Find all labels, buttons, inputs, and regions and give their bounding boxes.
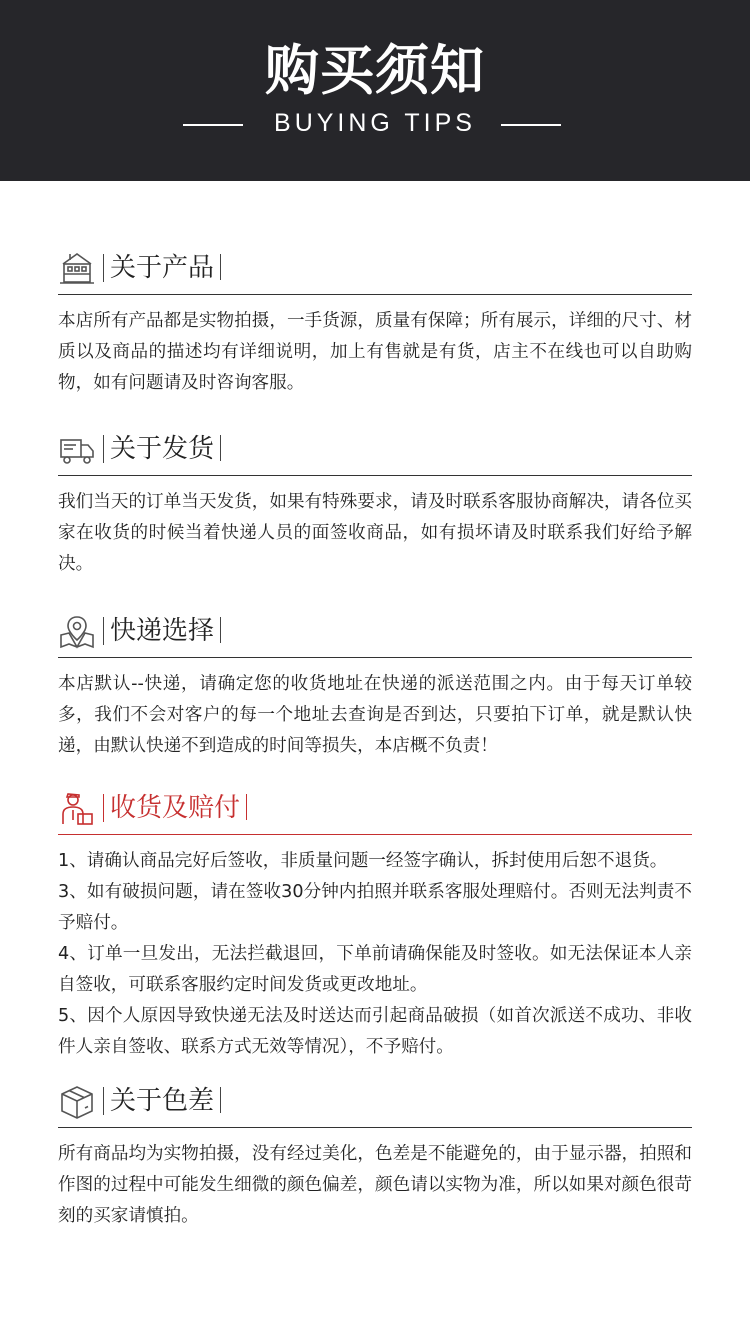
section-color-difference — [58, 1083, 692, 1226]
package-box-icon — [58, 1083, 96, 1121]
section-header — [58, 613, 692, 651]
section-body — [58, 846, 692, 1063]
section-divider — [58, 834, 692, 835]
paragraph: 所有商品均为实物拍摄，没有经过美化，色差是不能避免的，由于显示器，拍照和作图的过程中可能发生细微的颜色偏差，颜色请以实物为准，所以如果对颜色很苛刻的买家请慎拍。 — [58, 1144, 692, 1226]
list-item: 5、因个人原因导致快递无法及时送达而引起商品破损（如首次派送不成功、非收件人亲自签收、联系方式无效等情况），不予赔付。 — [58, 1006, 692, 1057]
title-separator — [103, 1087, 104, 1115]
section-product — [58, 250, 692, 393]
section-title: 关于发货 — [110, 430, 221, 468]
list-item: 4、订单一旦发出，无法拦截退回，下单前请确保能及时签收。如无法保证本人亲自签收，可联系客服约定时间发货或更改地址。 — [58, 944, 692, 995]
paragraph: 本店默认--快递，请确定您的收货地址在快递的派送范围之内。由于每天订单较多，我们不会对客户的每一个地址去查询是否到达，只要拍下订单，就是默认快递，由默认快递不到造成的时间等损失，本店概不负责！ — [58, 674, 692, 756]
list-item: 1、请确认商品完好后签收，非质量问题一经签字确认，拆封使用后恕不退货。 — [58, 851, 668, 871]
courier-person-icon — [58, 790, 96, 828]
section-header — [58, 431, 692, 469]
title-separator — [103, 617, 104, 645]
section-title: 收货及赔付 — [110, 789, 247, 827]
section-divider — [58, 657, 692, 658]
section-divider — [58, 294, 692, 295]
building-shop-icon — [58, 250, 96, 288]
list-item: 3、如有破损问题，请在签收30分钟内拍照并联系客服处理赔付。否则无法判责不予赔付。 — [58, 882, 692, 933]
section-header — [58, 250, 692, 288]
title-separator — [103, 435, 104, 463]
section-title: 快递选择 — [110, 612, 221, 650]
subtitle-divider-right — [501, 124, 561, 126]
section-divider — [58, 1127, 692, 1128]
delivery-truck-icon — [58, 431, 96, 469]
section-header — [58, 790, 692, 828]
section-body — [58, 1139, 692, 1232]
section-courier — [58, 613, 692, 756]
paragraph: 本店所有产品都是实物拍摄，一手货源，质量有保障；所有展示，详细的尺寸、材质以及商品的描述均有详细说明，加上有售就是有货，店主不在线也可以自助购物，如有问题请及时咨询客服。 — [58, 311, 692, 393]
header-banner — [0, 0, 750, 181]
map-location-pin-icon — [58, 613, 96, 651]
section-body — [58, 306, 692, 399]
section-title: 关于色差 — [110, 1082, 221, 1120]
section-shipping — [58, 431, 692, 574]
section-body — [58, 669, 692, 762]
section-header — [58, 1083, 692, 1121]
title-separator — [103, 794, 104, 822]
title-separator — [103, 254, 104, 282]
page-subtitle: BUYING TIPS — [274, 109, 476, 137]
paragraph: 我们当天的订单当天发货，如果有特殊要求，请及时联系客服协商解决，请各位买家在收货的时候当着快递人员的面签收商品，如有损坏请及时联系我们好给予解决。 — [58, 492, 692, 574]
section-body — [58, 487, 692, 580]
section-title: 关于产品 — [110, 249, 221, 287]
section-receipt-compensation — [58, 790, 692, 1057]
section-divider — [58, 475, 692, 476]
page-title: 购买须知 — [265, 39, 485, 102]
